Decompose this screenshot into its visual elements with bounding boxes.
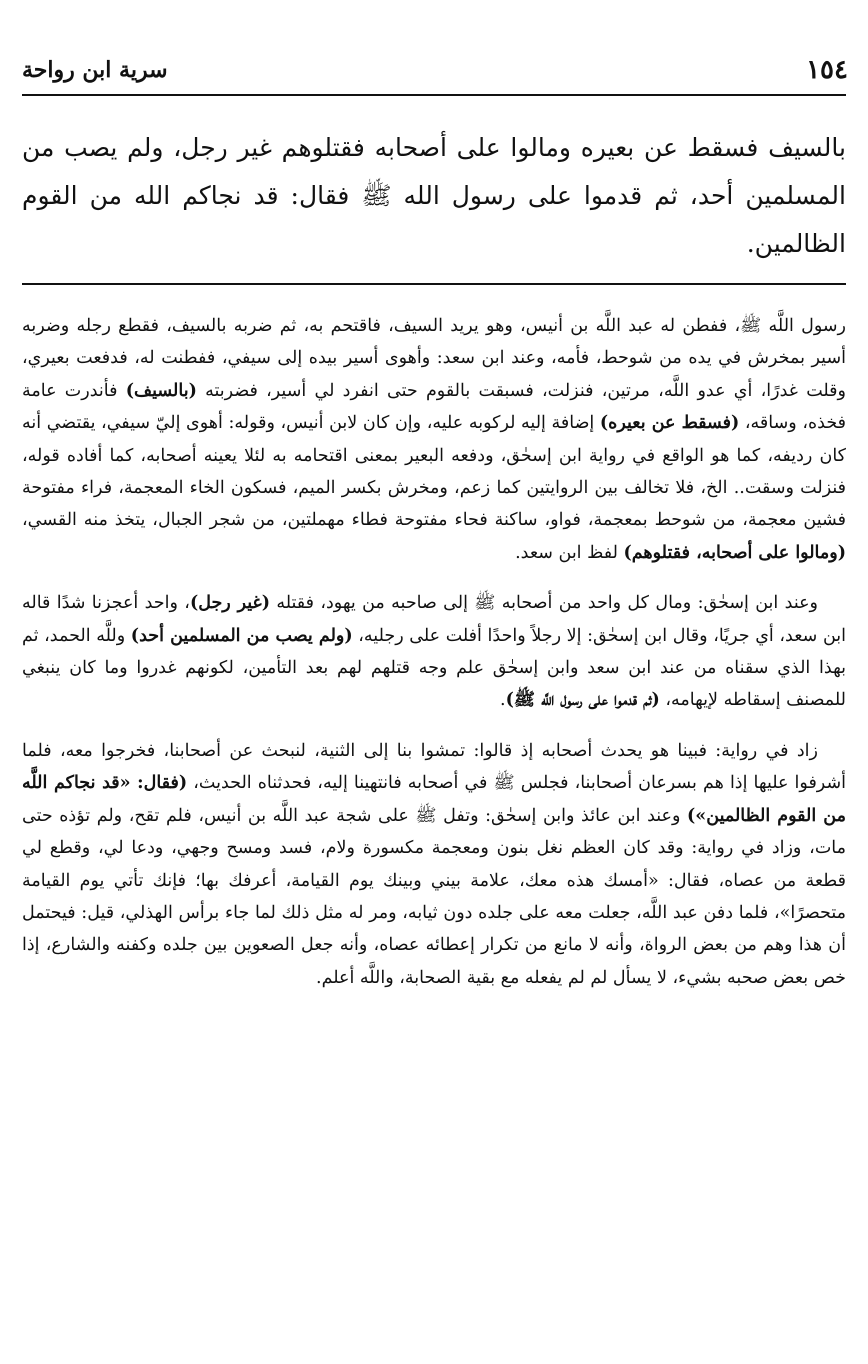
commentary-text: إضافة إليه لركوبه عليه، وإن كان لابن أنيس، وقوله: أهوى إليّ سيفي، يقتضي أنه كان رديفه، كما هو الواقع في رواية ابن إسحٰق، ودفعه البعير بمعنى اقتحامه به لئلا يعينه أصحابه، كما أفاده قوله، فنزلت وسقت.. الخ، فلا تخالف بين الروايتين كما زعم، ومخرش بكسر الميم، فسكون الخاء المعجمة، فراء مفتوحة فشين معجمة، من شوحط بمعجمة، فواو، ساكنة فحاء مفتوحة فطاء مهملتين، من شجر الجبال، يتخذ منه القسي، xyxy=(22,413,846,531)
quoted-phrase: (ومالوا على أصحابه، فقتلوهم) xyxy=(623,542,846,563)
quoted-phrase: (فقال: «قد نجاكم اللَّه من القوم الظالمين») xyxy=(22,773,847,826)
commentary-separator xyxy=(22,283,846,285)
commentary-text: وللَّه الحمد، ثم بهذا الذي سقناه من عند ابن سعد وابن إسحٰق علم وجه قتلهم لهم بعد التأمين، لكونهم غدروا وما كان ينبغي للمصنف إسقاطه لإيهامه، xyxy=(22,625,846,711)
commentary-paragraph-1 xyxy=(22,310,846,569)
quoted-phrase: (بالسيف) xyxy=(125,380,197,401)
quoted-phrase: (ثم قدموا على رسول اللَّه ﷺ) xyxy=(505,690,660,711)
quoted-phrase: (ولم يصب من المسلمين أحد) xyxy=(130,625,353,646)
commentary-text: زاد في رواية: فبينا هو يحدث أصحابه إذ قالوا: تمشوا بنا إلى الثنية، لنبحث عن أصحابنا، فخرجوا معه، فلما أشرفوا عليها إذا هم بسرعان أصحابنا، فجلس ﷺ في أصحابه فانتهينا إليه، فحدثناه الحديث، xyxy=(22,740,846,794)
header-rule xyxy=(22,94,846,96)
chapter-title: سرية ابن رواحة xyxy=(22,57,168,83)
commentary-text: . xyxy=(500,690,506,711)
commentary-text: وعند ابن عائذ وابن إسحٰق: وتفل ﷺ على شجة عبد اللَّه بن أنيس، فلم تقح، ولم تؤذه حتى مات، وزاد في رواية: وقد كان العظم نغل بنون ومعجمة مكسورة ولام، فسد ومسح وجهي، ودعا لي، وقطع لي قطعة من عصاه، فقال: «أمسك هذه معك، علامة بيني وبينك يوم القيامة، أعرفك بها؛ فإنك تأتي يوم القيامة متحصرًا»، فلما دفن عبد اللَّه، جعلت معه على جلده دون ثيابه، ومر له مثل ذلك لما جاء برأس الهذلي، قيل: فيحتمل أن هذا وهم من بعض الرواة، وأنه لا مانع من تكرار إعطائه عصاه، وأنه جعل الصعوين بين جلده وكفنه والشارع، إذا خص بعض صحبه بشيء، لا يسأل لم لم يفعله مع بقية الصحابة، واللَّه أعلم. xyxy=(22,805,846,988)
running-header xyxy=(22,50,848,94)
commentary-paragraph-3 xyxy=(22,735,846,994)
quoted-phrase: (فسقط عن بعيره) xyxy=(599,413,740,434)
commentary xyxy=(22,310,846,1012)
commentary-text: وعند ابن إسحٰق: ومال كل واحد من أصحابه ﷺ إلى صاحبه من يهود، فقتله xyxy=(269,593,818,614)
commentary-text: ، واحد أعجزنا شدًا قاله ابن سعد، أي جريًا، وقال ابن إسحٰق: إلا رجلاً واحدًا أفلت على رجليه، xyxy=(22,593,846,646)
page-number: ١٥٤ xyxy=(806,55,848,85)
commentary-text: فأندرت عامة فخذه، وساقه، xyxy=(22,380,846,434)
commentary-text: لفظ ابن سعد. xyxy=(515,542,624,563)
quoted-phrase: (غير رجل) xyxy=(189,593,270,614)
commentary-text: رسول اللَّه ﷺ، ففطن له عبد اللَّه بن أنيس، وهو يريد السيف، فاقتحم به، ثم ضربه بالسيف، فقطع رجله وضربه أسير بمخرش في يده من شوحط، فأمه، وعند ابن سعد: وأهوى أسير بيده إلى سيفي، ففطنت له، فدفعت بعيري، وقلت غدرًا، أي عدو اللَّه، مرتين، فنزلت، فسبقت بالقوم حتى انفرد لي أسير، فضربته xyxy=(22,316,846,401)
main-text: بالسيف فسقط عن بعيره ومالوا على أصحابه فقتلوهم غير رجل، ولم يصب من المسلمين أحد، ثم قدموا على رسول الله ﷺ فقال: قد نجاكم الله من القوم الظالمين. xyxy=(22,133,846,258)
commentary-paragraph-2 xyxy=(22,587,846,717)
